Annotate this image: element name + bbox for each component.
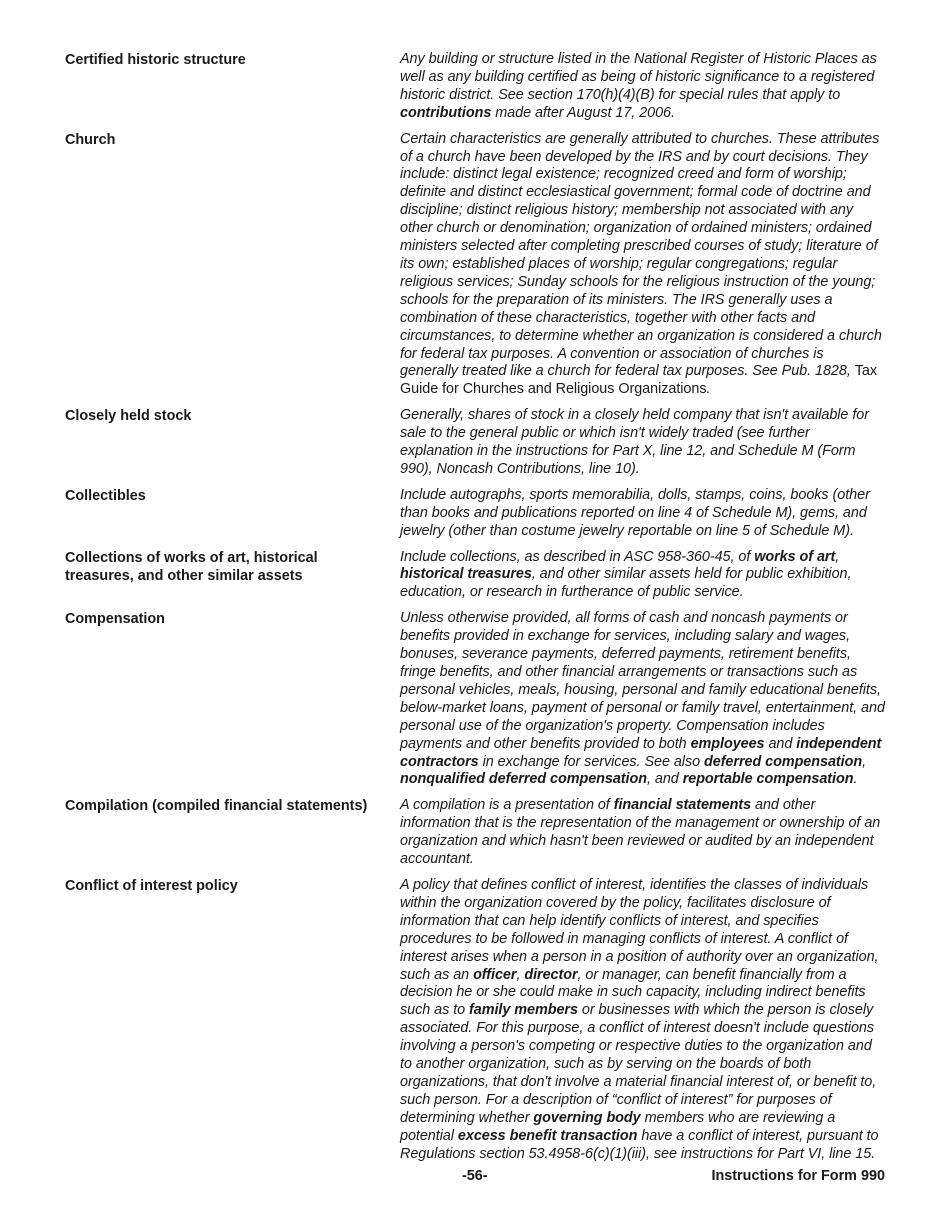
defined-term-reference: deferred compensation: [704, 753, 863, 770]
glossary-entry: [65, 797, 885, 869]
glossary-term: Collectibles: [65, 487, 146, 504]
defined-term-reference: independent contractors: [400, 735, 882, 770]
defined-term-reference: employees: [690, 735, 765, 752]
definition-text: members who are reviewing a potential: [400, 1109, 836, 1144]
glossary-term: Church: [65, 131, 116, 148]
defined-term-reference: governing body: [533, 1109, 641, 1126]
glossary-definition: [400, 797, 885, 869]
definition-text: ,: [516, 966, 525, 983]
glossary-entry: [65, 877, 885, 1164]
glossary-definition: [400, 610, 885, 789]
glossary-term: Certified historic structure: [65, 52, 246, 68]
glossary-term: Compilation (compiled financial statements): [65, 798, 368, 815]
glossary-term: Closely held stock: [65, 408, 192, 425]
glossary-entry: [65, 131, 885, 400]
definition-text: and other information that is the representation of the management or ownership of an organization and which hasn't been reviewed or audited by an independent accountant.: [400, 797, 881, 868]
defined-term-reference: family members: [469, 1002, 578, 1019]
definition-text: in exchange for services. See also: [478, 753, 704, 770]
definition-text: ,: [835, 548, 840, 565]
defined-term-reference: officer: [473, 966, 517, 983]
defined-term-reference: director: [524, 966, 578, 983]
page-number: -56-: [462, 1168, 488, 1184]
glossary-definition: [400, 407, 885, 479]
definition-text: Tax Guide for Churches and Religious Organizations: [400, 363, 877, 398]
defined-term-reference: reportable compensation: [682, 771, 854, 788]
definition-text: have a conflict of interest, pursuant to Regulations section 53.4958-6(c)(1)(iii), see instructions for Part VI, line 15.: [400, 1127, 879, 1162]
definition-text: A compilation is a presentation of: [400, 797, 614, 814]
defined-term-reference: excess benefit transaction: [457, 1127, 638, 1144]
form-title: Instructions for Form 990: [711, 1168, 885, 1184]
definition-text: , and: [646, 771, 683, 788]
definition-text: Certain characteristics are generally attributed to churches. These attributes of a church have been developed by the IRS and by court decisions. They include: distinct legal existence; recognized creed and form of worship; definite and distinct ecclesiastical government; formal code of doctrine and discipline; distinct religious history; membership not associated with any other church or denomination; organization of ordained ministers; ordained ministers selected after completing prescribed courses of study; literature of its own; established places of worship; regular congregations; regular religious services; Sunday schools for the religious instruction of the young; schools for the preparation of its ministers. The IRS generally uses a combination of these characteristics, together with other facts and circumstances, to determine whether an organization is considered a church for federal tax purposes. A convention or association of churches is generally treated like a church for federal tax purposes. See Pub. 1828,: [400, 130, 882, 380]
glossary-definition: [400, 487, 885, 541]
defined-term-reference: nonqualified deferred compensation: [400, 771, 647, 788]
glossary-definition: [400, 549, 885, 603]
definition-text: .: [706, 381, 711, 398]
definition-text: , and other similar assets held for public exhibition, education, or research in furtherance of public service.: [400, 566, 852, 601]
glossary-entry: [65, 51, 885, 123]
defined-term-reference: historical treasures: [400, 566, 532, 583]
definition-text: Include autographs, sports memorabilia, dolls, stamps, coins, books (other than books and publications reported on line 4 of Schedule M), gems, and jewelry (other than costume jewelry reportable on line 5 of Schedule M).: [400, 486, 870, 539]
glossary-term: Conflict of interest policy: [65, 877, 238, 894]
glossary-entry: [65, 487, 885, 541]
glossary-entry: [65, 549, 885, 603]
definition-text: Unless otherwise provided, all forms of cash and noncash payments or benefits provided in exchange for services, including salary and wages, bonuses, severance payments, deferred payments, retirement benefits, fringe benefits, and other financial arrangements or transactions such as personal vehicles, meals, housing, personal and family educational benefits, below-market loans, payment of personal or family travel, entertainment, and personal use of the organization's property. Compensation includes payments and other benefits provided to both: [400, 610, 885, 752]
definition-text: or businesses with which the person is closely associated. For this purpose, a conflict of interest doesn't include questions involving a person's competing or respective duties to the organization and to another organization, such as by serving on the boards of both organizations, that don't involve a material financial interest of, or benefit to, such person. For a description of “conflict of interest” for purposes of determining whether: [400, 1002, 877, 1126]
glossary-entry: [65, 610, 885, 789]
glossary-list: [65, 51, 885, 1171]
definition-text: and: [764, 735, 797, 752]
definition-text: Any building or structure listed in the National Register of Historic Places as well as any building certified as being of historic significance to a registered historic district. See section 170(h)(4)(B) for special rules that apply to: [400, 51, 877, 103]
definition-text: , or manager, can benefit financially from a decision he or she could make in such capacity, including indirect benefits such as to: [400, 966, 866, 1019]
definition-text: A policy that defines conflict of interest, identifies the classes of individuals within the organization covered by the policy, facilitates disclosure of information that can help identify conflicts of interest, and specifies procedures to be followed in managing conflicts of interest. A conflict of interest arises when a person in a position of authority over an organization, such as an: [400, 876, 879, 983]
glossary-definition: [400, 131, 885, 400]
defined-term-reference: works of art: [754, 548, 836, 565]
glossary-term: Compensation: [65, 611, 165, 628]
definition-text: made after August 17, 2006.: [491, 104, 675, 121]
glossary-definition: [400, 51, 885, 123]
definition-text: ,: [862, 753, 867, 770]
glossary-entry: [65, 407, 885, 479]
definition-text: Include collections, as described in ASC 958-360-45, of: [400, 548, 755, 565]
glossary-term: Collections of works of art, historical treasures, and other similar assets: [65, 549, 318, 584]
defined-term-reference: financial statements: [613, 797, 752, 814]
definition-text: Generally, shares of stock in a closely held company that isn't available for sale to the general public or which isn't widely traded (see further explanation in the instructions for Part X, line 12, and Schedule M (Form 990), Noncash Contributions, line 10).: [400, 407, 869, 477]
defined-term-reference: contributions: [400, 104, 492, 121]
glossary-definition: [400, 877, 885, 1164]
definition-text: .: [853, 771, 858, 788]
